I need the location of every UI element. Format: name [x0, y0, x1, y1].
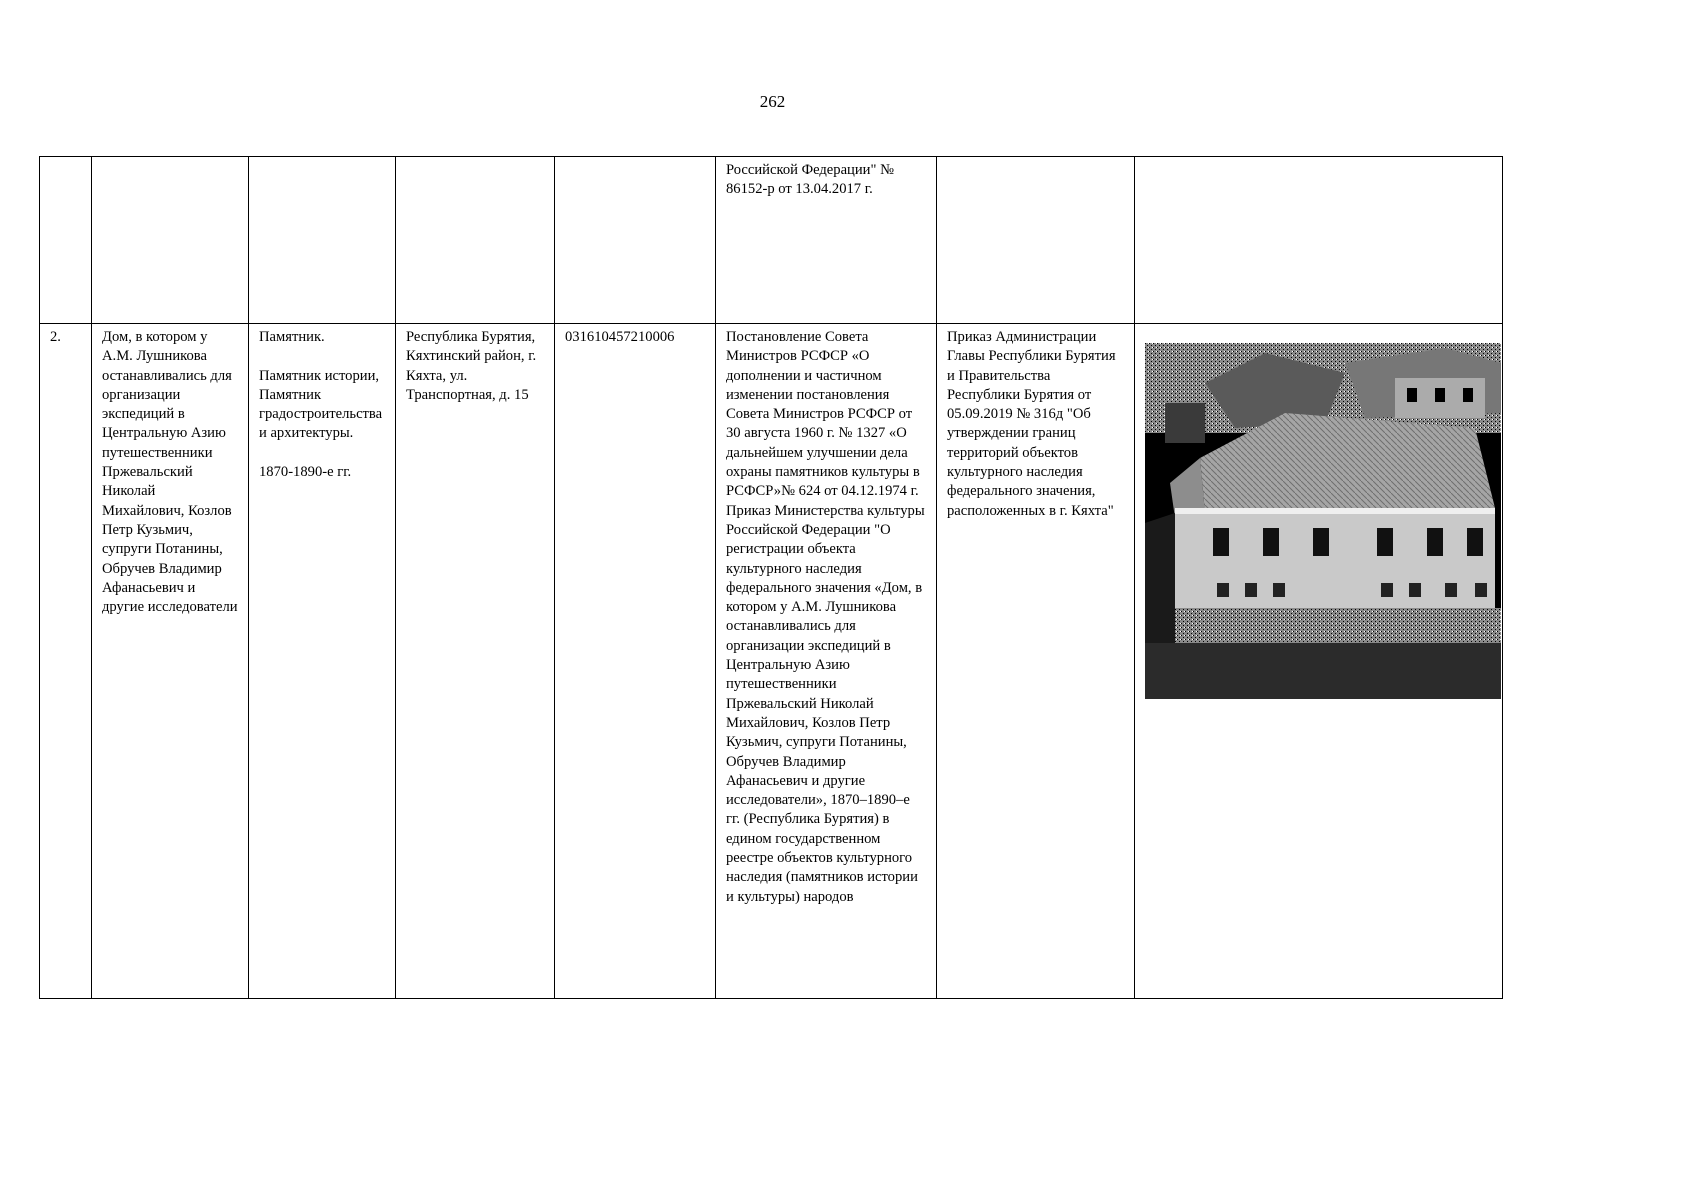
heritage-registry-table	[39, 156, 1503, 999]
boundaries-document-cell	[937, 157, 1135, 324]
category-cell	[249, 157, 396, 324]
page-number: 262	[759, 92, 786, 111]
photo-cell	[1135, 324, 1503, 999]
row-number-cell: 2.	[40, 324, 92, 999]
registration-number-cell	[555, 157, 716, 324]
protection-document-cell: Российской Федерации" № 86152-р от 13.04.2017 г.	[716, 157, 937, 324]
table-row	[40, 324, 1503, 999]
category-cell: Памятник. Памятник истории, Памятник градостроительства и архитектуры. 1870-1890-е гг.	[249, 324, 396, 999]
photo-cell	[1135, 157, 1503, 324]
location-cell: Республика Бурятия, Кяхтинский район, г. Кяхта, ул. Транспортная, д. 15	[396, 324, 555, 999]
protection-document-cell: Постановление Совета Министров РСФСР «О дополнении и частичном изменении постановления Совета Министров РСФСР от 30 августа 1960 г. № 1327 «О дальнейшем улучшении дела охраны памятников культуры в РСФСР»№ 624 от 04.12.1974 г. Приказ Министерства культуры Российской Федерации "О регистрации объекта культурного наследия федерального значения «Дом, в котором у А.М. Лушникова останавливались для организации экспедиций в Центральную Азию путешественники Пржевальский Николай Михайлович, Козлов Петр Кузьмич, супруги Потанины, Обручев Владимир Афанасьевич и другие исследователи», 1870–1890–е гг. (Республика Бурятия) в едином государственном реестре объектов культурного наследия (памятников истории и культуры) народов	[716, 324, 937, 999]
row-number-cell	[40, 157, 92, 324]
registration-number-cell: 031610457210006	[555, 324, 716, 999]
object-name-cell	[92, 157, 249, 324]
building-photo	[1145, 343, 1501, 699]
object-name-cell: Дом, в котором у А.М. Лушникова останавливались для организации экспедиций в Центральную Азию путешественники Пржевальский Николай Михайлович, Козлов Петр Кузьмич, супруги Потанины, Обручев Владимир Афанасьевич и другие исследователи	[92, 324, 249, 999]
location-cell	[396, 157, 555, 324]
boundaries-document-cell: Приказ Администрации Главы Республики Бурятия и Правительства Республики Бурятия от 05.09.2019 № 316д "Об утверждении границ территорий объектов культурного наследия федерального значения, расположенных в г. Кяхта"	[937, 324, 1135, 999]
table-row	[40, 157, 1503, 324]
